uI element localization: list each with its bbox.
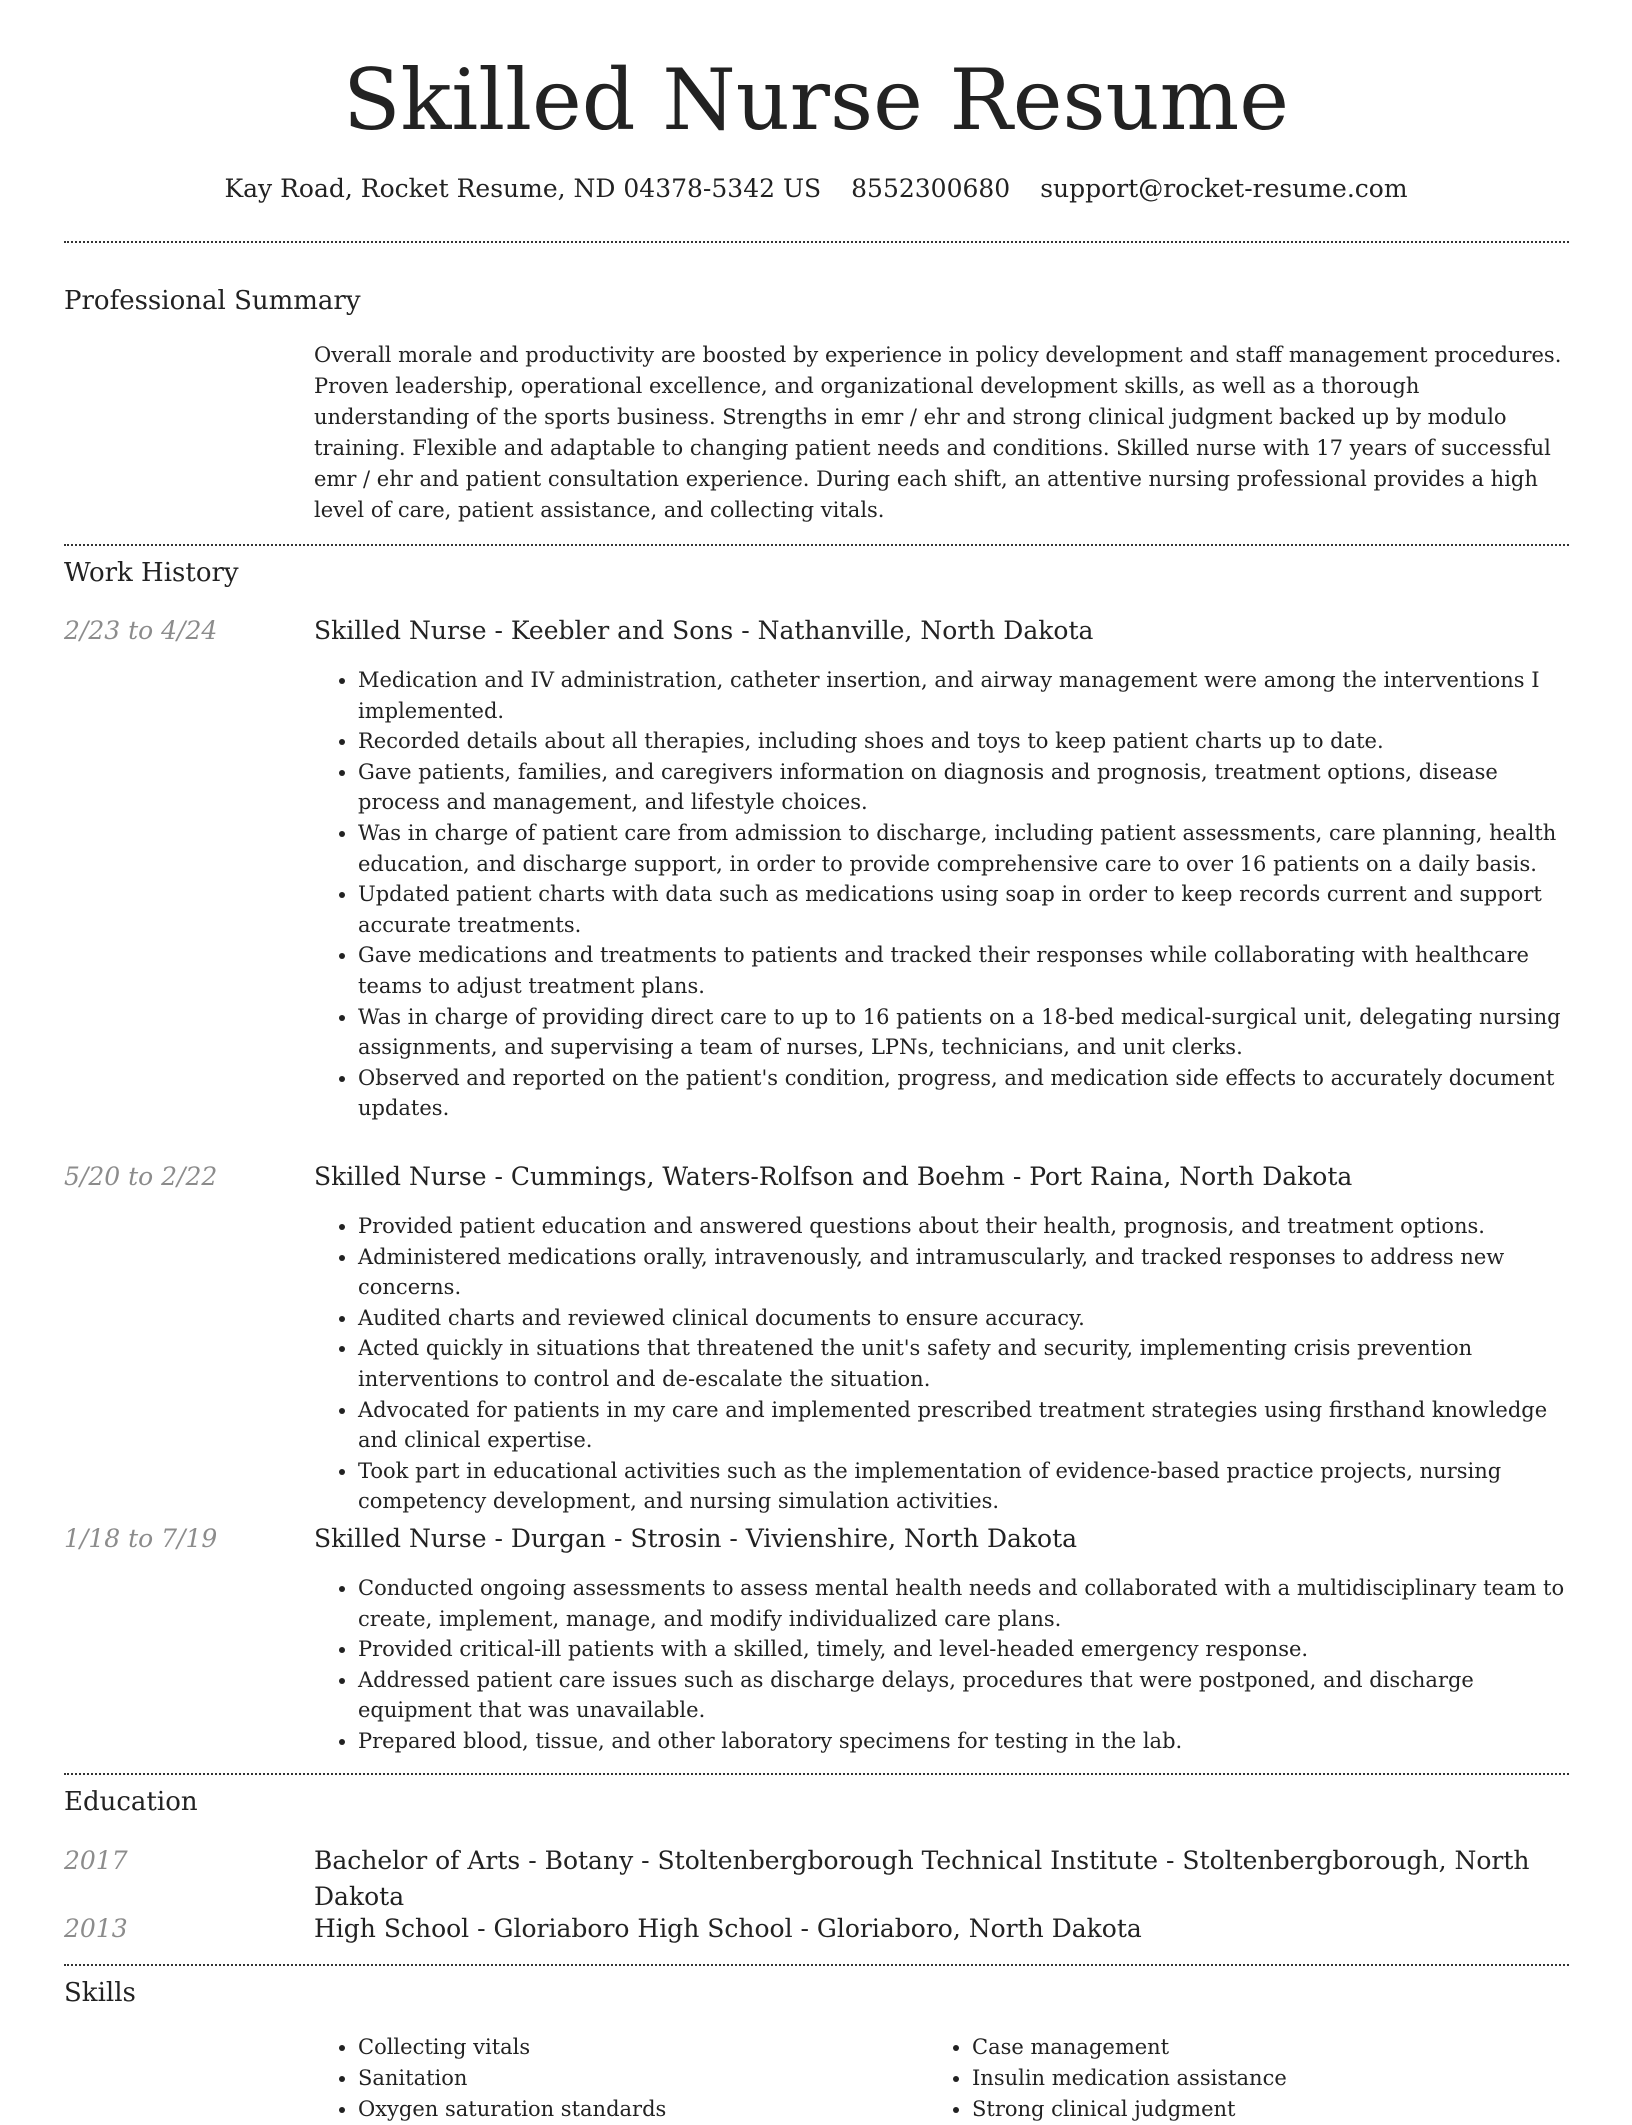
divider xyxy=(64,544,1569,546)
section-heading-skills: Skills xyxy=(64,1978,136,2008)
job-dates: 1/18 to 7/19 xyxy=(64,1524,218,1553)
skills-list-right xyxy=(928,2032,1568,2125)
list-item: • Gave patients, families, and caregivers information on diagnosis and prognosis, treatment options, disease process and management, and lifestyle choices. xyxy=(358,757,1569,818)
list-item: • Medication and IV administration, catheter insertion, and airway management were among the interventions I implemented. xyxy=(358,665,1569,726)
list-item: • Provided critical-ill patients with a skilled, timely, and level-headed emergency response. xyxy=(358,1634,1569,1665)
education-entry: Bachelor of Arts - Botany - Stoltenbergborough Technical Institute - Stoltenbergborough, North Dakota xyxy=(314,1846,1530,1911)
list-item: • Acted quickly in situations that threatened the unit's safety and security, implementing crisis prevention interventions to control and de-escalate the situation. xyxy=(358,1333,1569,1394)
list-item: • Prepared blood, tissue, and other laboratory specimens for testing in the lab. xyxy=(358,1726,1569,1757)
job-bullets xyxy=(314,1211,1569,1517)
list-item: • Conducted ongoing assessments to assess mental health needs and collaborated with a multidisciplinary team to create, implement, manage, and modify individualized care plans. xyxy=(358,1573,1569,1634)
section-heading-work: Work History xyxy=(64,558,239,588)
list-item: • Gave medications and treatments to patients and tracked their responses while collaborating with healthcare teams to adjust treatment plans. xyxy=(358,940,1569,1001)
contact-address: Kay Road, Rocket Resume, ND 04378-5342 US xyxy=(224,174,822,203)
skill-item: • Collecting vitals xyxy=(358,2032,914,2063)
list-item: • Observed and reported on the patient's condition, progress, and medication side effects to accurately document updates. xyxy=(358,1063,1569,1124)
job-bullets xyxy=(314,665,1569,1124)
education-entry: High School - Gloriaboro High School - Gloriaboro, North Dakota xyxy=(314,1914,1142,1943)
list-item: • Took part in educational activities such as the implementation of evidence-based practice projects, nursing competency development, and nursing simulation activities. xyxy=(358,1456,1569,1517)
skill-item: • Oxygen saturation standards xyxy=(358,2094,914,2125)
job-dates: 2/23 to 4/24 xyxy=(64,616,218,645)
list-item: • Addressed patient care issues such as discharge delays, procedures that were postponed, and discharge equipment that was unavailable. xyxy=(358,1665,1569,1726)
contact-line xyxy=(0,170,1632,208)
list-item: • Was in charge of providing direct care to up to 16 patients on a 18-bed medical-surgical unit, delegating nursing assignments, and supervising a team of nurses, LPNs, technicians, and unit clerks. xyxy=(358,1002,1569,1063)
list-item: • Provided patient education and answered questions about their health, prognosis, and treatment options. xyxy=(358,1211,1569,1242)
section-heading-education: Education xyxy=(64,1787,198,1817)
skill-item: • Sanitation xyxy=(358,2063,914,2094)
list-item: • Was in charge of patient care from admission to discharge, including patient assessments, care planning, health education, and discharge support, in order to provide comprehensive care to over 16 patients on a daily basis. xyxy=(358,818,1569,879)
job-title: Skilled Nurse - Keebler and Sons - Nathanville, North Dakota xyxy=(314,616,1094,645)
contact-email: support@rocket-resume.com xyxy=(1040,174,1408,203)
job-bullets xyxy=(314,1573,1569,1757)
skill-item: • Case management xyxy=(972,2032,1568,2063)
section-heading-summary: Professional Summary xyxy=(64,286,361,316)
list-item: • Recorded details about all therapies, including shoes and toys to keep patient charts up to date. xyxy=(358,726,1569,757)
summary-text: Overall morale and productivity are boosted by experience in policy development and staff management procedures. Proven leadership, operational excellence, and organizational development skills, as well as a thorough understanding of the sports business. Strengths in emr / ehr and strong clinical judgment backed up by modulo training. Flexible and adaptable to changing patient needs and conditions. Skilled nurse with 17 years of successful emr / ehr and patient consultation experience. During each shift, an attentive nursing professional provides a high level of care, patient assistance, and collecting vitals. xyxy=(314,343,1562,522)
list-item: • Audited charts and reviewed clinical documents to ensure accuracy. xyxy=(358,1303,1569,1334)
list-item: • Updated patient charts with data such as medications using soap in order to keep records current and support accurate treatments. xyxy=(358,879,1569,940)
skill-item: • Strong clinical judgment xyxy=(972,2094,1568,2125)
job-dates: 5/20 to 2/22 xyxy=(64,1162,218,1191)
skills-list-left xyxy=(314,2032,914,2125)
contact-phone: 8552300680 xyxy=(851,174,1011,203)
education-year: 2017 xyxy=(64,1846,128,1875)
list-item: • Advocated for patients in my care and implemented prescribed treatment strategies using firsthand knowledge and clinical expertise. xyxy=(358,1395,1569,1456)
divider xyxy=(64,1773,1569,1775)
divider xyxy=(64,241,1569,243)
resume-title: Skilled Nurse Resume xyxy=(342,51,1290,149)
education-year: 2013 xyxy=(64,1914,128,1943)
divider xyxy=(64,1964,1569,1966)
skill-item: • Insulin medication assistance xyxy=(972,2063,1568,2094)
list-item: • Administered medications orally, intravenously, and intramuscularly, and tracked responses to address new concerns. xyxy=(358,1242,1569,1303)
job-title: Skilled Nurse - Cummings, Waters-Rolfson and Boehm - Port Raina, North Dakota xyxy=(314,1162,1353,1191)
job-title: Skilled Nurse - Durgan - Strosin - Vivienshire, North Dakota xyxy=(314,1524,1078,1553)
